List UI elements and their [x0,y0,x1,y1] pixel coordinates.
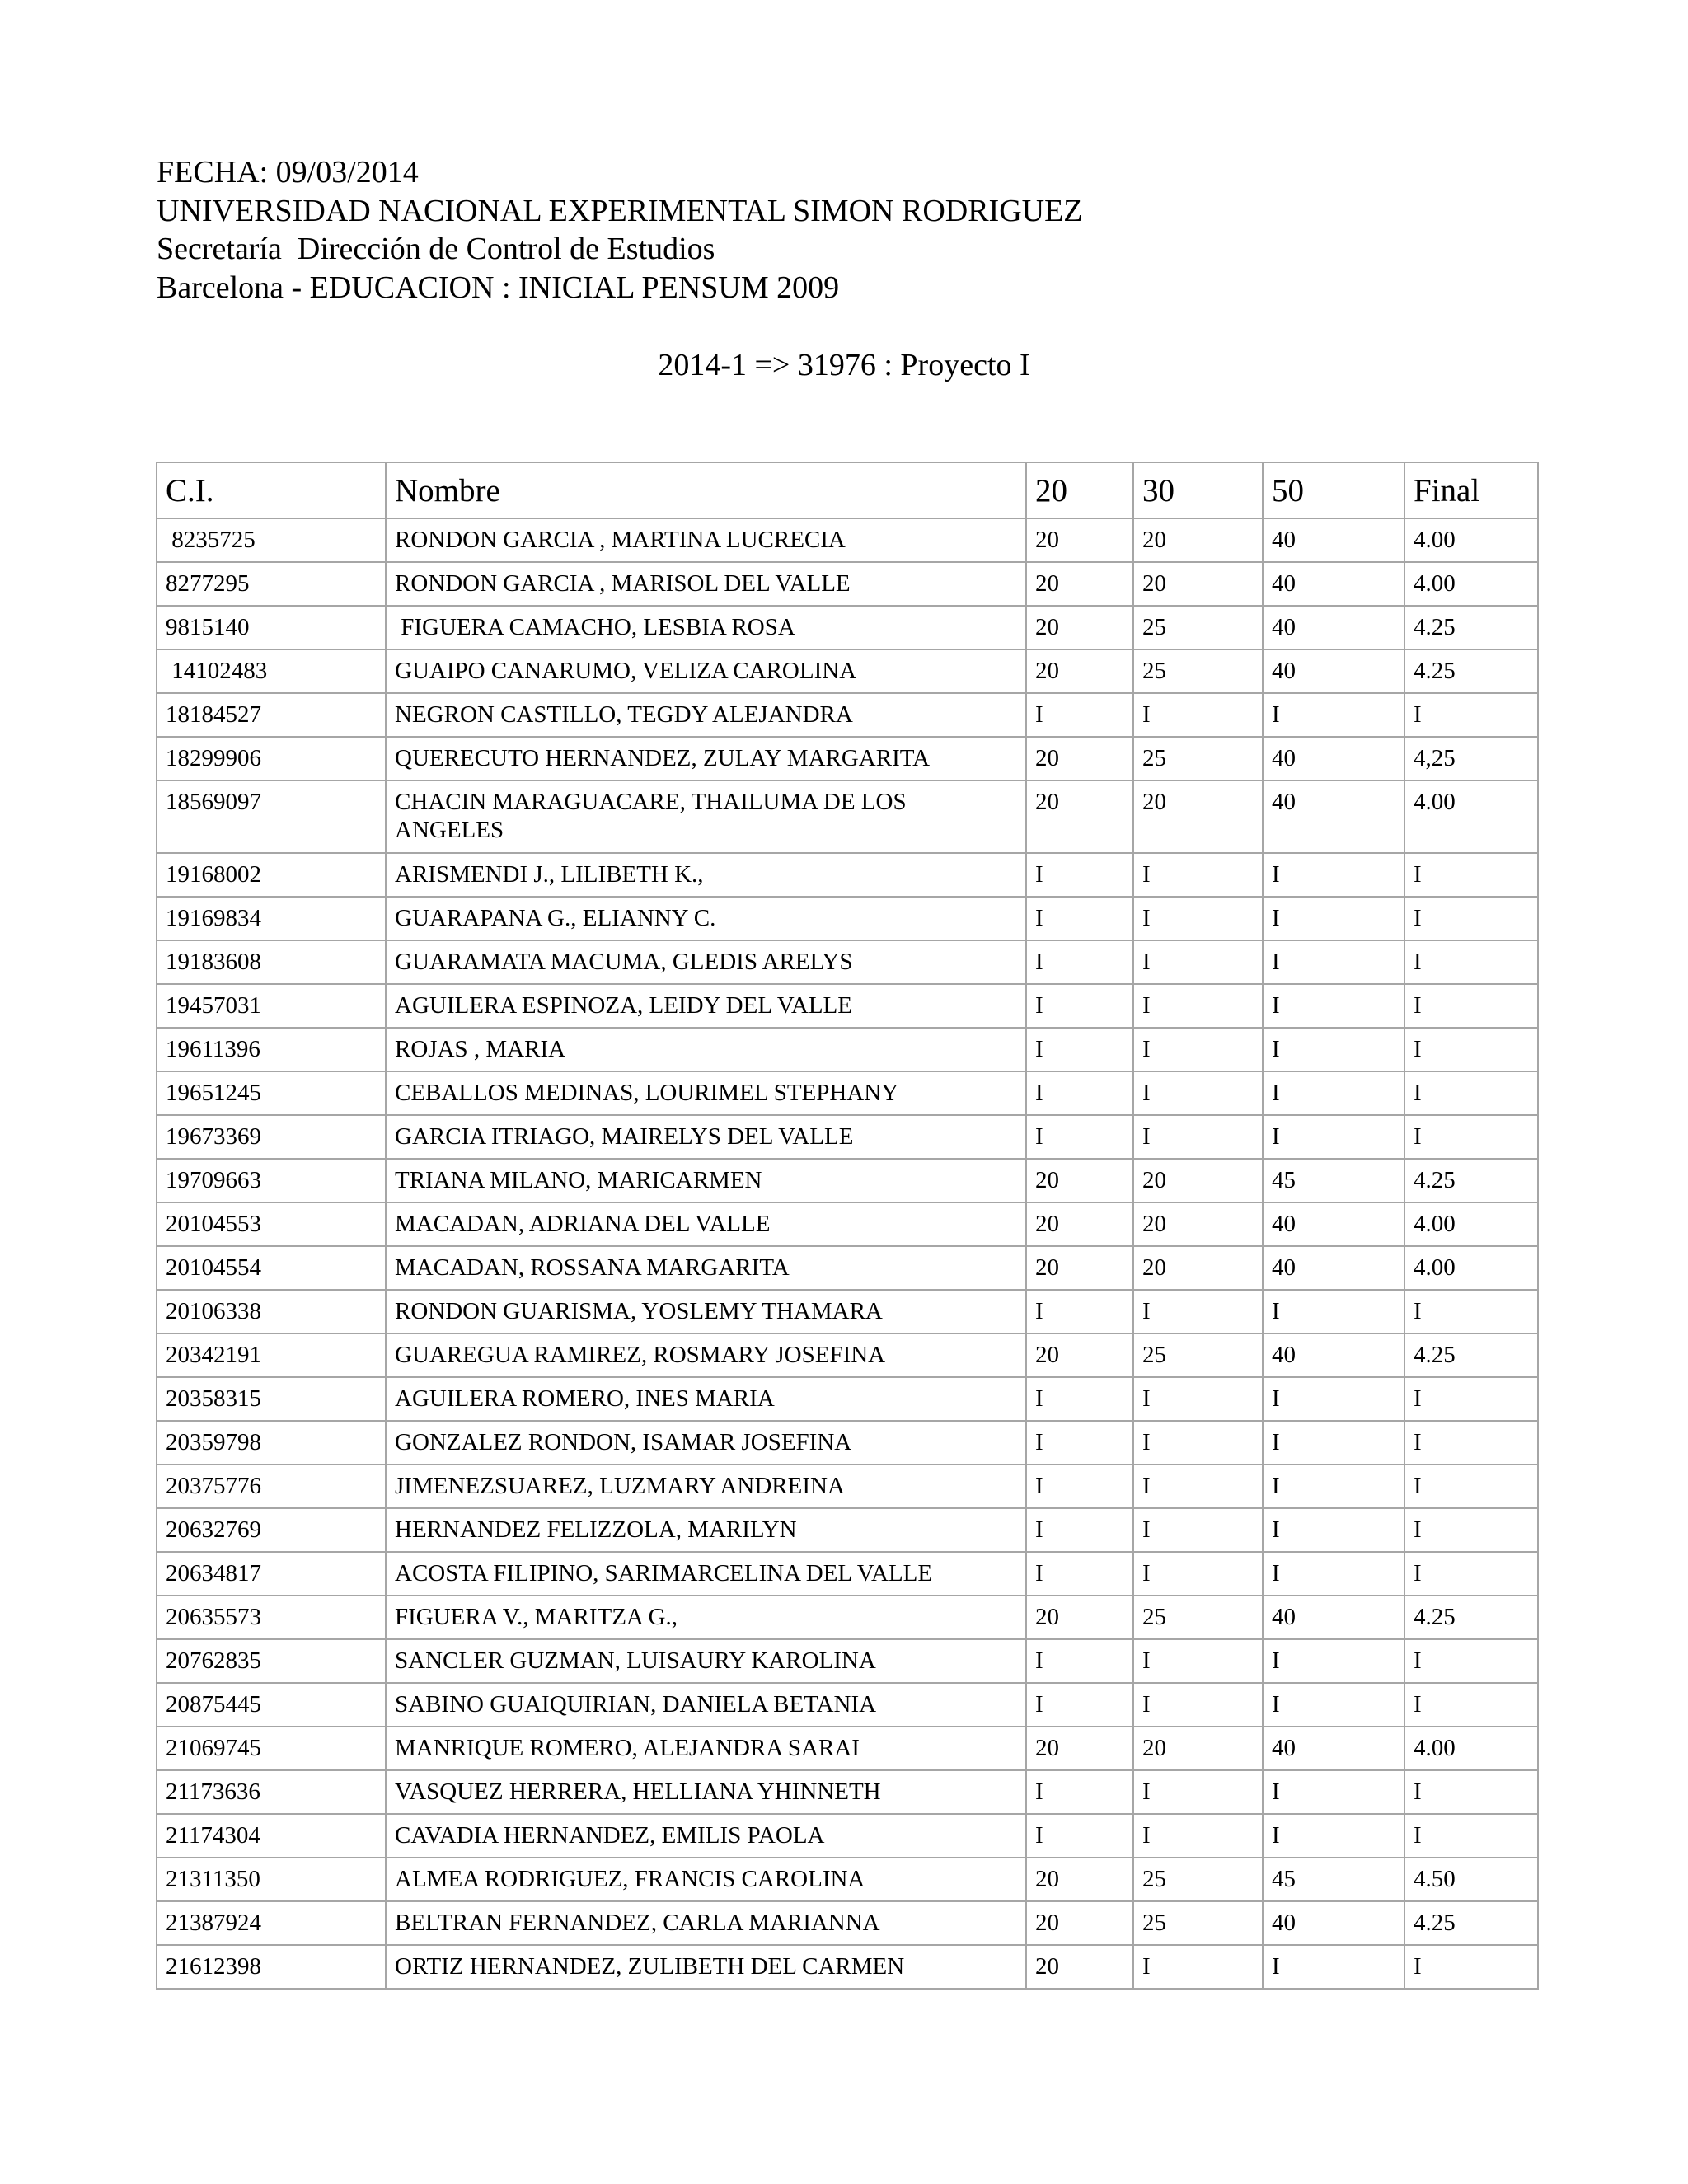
cell-grade-30: I [1133,1683,1263,1727]
cell-grade-30: I [1133,1290,1263,1333]
cell-ci: 21311350 [157,1858,386,1901]
cell-nombre: JIMENEZSUAREZ, LUZMARY ANDREINA [386,1465,1026,1508]
cell-final: I [1404,1770,1538,1814]
cell-grade-30: 25 [1133,649,1263,693]
cell-grade-50: I [1263,1683,1404,1727]
cell-grade-30: 20 [1133,1246,1263,1290]
table-row [157,1945,1538,1989]
cell-grade-30: I [1133,1814,1263,1858]
cell-grade-20: 20 [1026,606,1133,649]
cell-final: I [1404,1945,1538,1989]
cell-nombre: HERNANDEZ FELIZZOLA, MARILYN [386,1508,1026,1552]
table-row [157,1727,1538,1770]
cell-grade-30: I [1133,1028,1263,1071]
cell-final: I [1404,1290,1538,1333]
cell-final: I [1404,1552,1538,1596]
cell-grade-20: 20 [1026,1596,1133,1639]
cell-grade-30: 25 [1133,737,1263,780]
cell-grade-20: I [1026,1028,1133,1071]
cell-final: 4,25 [1404,737,1538,780]
cell-grade-20: I [1026,693,1133,737]
cell-grade-20: 20 [1026,1901,1133,1945]
cell-nombre: AGUILERA ROMERO, INES MARIA [386,1377,1026,1421]
cell-grade-50: I [1263,693,1404,737]
cell-grade-50: 40 [1263,1901,1404,1945]
cell-ci: 19169834 [157,897,386,940]
cell-grade-20: 20 [1026,1727,1133,1770]
cell-ci: 20104554 [157,1246,386,1290]
table-row [157,1639,1538,1683]
cell-nombre: ARISMENDI J., LILIBETH K., [386,853,1026,897]
cell-grade-20: 20 [1026,1945,1133,1989]
cell-nombre: FIGUERA CAMACHO, LESBIA ROSA [386,606,1026,649]
column-header-30: 30 [1133,462,1263,518]
cell-final: 4.25 [1404,1159,1538,1202]
cell-grade-50: I [1263,1421,1404,1465]
cell-grade-50: 40 [1263,737,1404,780]
cell-grade-50: 40 [1263,1333,1404,1377]
table-row [157,897,1538,940]
cell-ci: 21612398 [157,1945,386,1989]
cell-ci: 20762835 [157,1639,386,1683]
table-row [157,606,1538,649]
cell-nombre: CEBALLOS MEDINAS, LOURIMEL STEPHANY [386,1071,1026,1115]
cell-grade-50: 45 [1263,1858,1404,1901]
table-row [157,1858,1538,1901]
cell-nombre: FIGUERA V., MARITZA G., [386,1596,1026,1639]
cell-grade-30: I [1133,1552,1263,1596]
cell-ci: 21387924 [157,1901,386,1945]
cell-ci: 19709663 [157,1159,386,1202]
table-row [157,1552,1538,1596]
cell-grade-20: I [1026,940,1133,984]
cell-grade-20: I [1026,1814,1133,1858]
cell-grade-30: 20 [1133,780,1263,853]
cell-grade-30: 25 [1133,1596,1263,1639]
cell-nombre: AGUILERA ESPINOZA, LEIDY DEL VALLE [386,984,1026,1028]
cell-final: I [1404,693,1538,737]
cell-nombre: GARCIA ITRIAGO, MAIRELYS DEL VALLE [386,1115,1026,1159]
cell-final: 4.00 [1404,562,1538,606]
cell-grade-20: I [1026,1071,1133,1115]
cell-grade-50: I [1263,1814,1404,1858]
cell-nombre: SANCLER GUZMAN, LUISAURY KAROLINA [386,1639,1026,1683]
cell-grade-30: 25 [1133,606,1263,649]
university-name: UNIVERSIDAD NACIONAL EXPERIMENTAL SIMON RODRIGUEZ [157,193,1083,228]
cell-final: I [1404,897,1538,940]
cell-ci: 21069745 [157,1727,386,1770]
table-row [157,780,1538,853]
cell-grade-20: I [1026,1290,1133,1333]
cell-final: 4.00 [1404,780,1538,853]
cell-grade-20: I [1026,1770,1133,1814]
cell-ci: 14102483 [157,649,386,693]
cell-nombre: RONDON GUARISMA, YOSLEMY THAMARA [386,1290,1026,1333]
table-row [157,562,1538,606]
cell-final: I [1404,1421,1538,1465]
cell-ci: 19168002 [157,853,386,897]
cell-nombre: ALMEA RODRIGUEZ, FRANCIS CAROLINA [386,1858,1026,1901]
table-row [157,1202,1538,1246]
cell-grade-50: 40 [1263,649,1404,693]
cell-grade-50: I [1263,1552,1404,1596]
table-row [157,984,1538,1028]
table-header-row [157,462,1538,518]
cell-grade-30: I [1133,1639,1263,1683]
table-row [157,1159,1538,1202]
table-row [157,1377,1538,1421]
table-row [157,1115,1538,1159]
cell-nombre: VASQUEZ HERRERA, HELLIANA YHINNETH [386,1770,1026,1814]
column-header-final: Final [1404,462,1538,518]
cell-ci: 20106338 [157,1290,386,1333]
cell-grade-30: 20 [1133,1202,1263,1246]
cell-grade-30: 20 [1133,518,1263,562]
cell-final: 4.00 [1404,1202,1538,1246]
cell-grade-50: 40 [1263,562,1404,606]
cell-ci: 20632769 [157,1508,386,1552]
program-line: Barcelona - EDUCACION : INICIAL PENSUM 2009 [157,269,840,305]
column-header-20: 20 [1026,462,1133,518]
cell-grade-30: I [1133,1421,1263,1465]
table-row [157,693,1538,737]
cell-grade-20: 20 [1026,1246,1133,1290]
cell-grade-30: I [1133,940,1263,984]
cell-final: I [1404,984,1538,1028]
cell-ci: 19611396 [157,1028,386,1071]
cell-grade-50: I [1263,1071,1404,1115]
cell-nombre: MACADAN, ADRIANA DEL VALLE [386,1202,1026,1246]
cell-ci: 18184527 [157,693,386,737]
cell-final: 4.50 [1404,1858,1538,1901]
cell-grade-30: I [1133,984,1263,1028]
cell-nombre: QUERECUTO HERNANDEZ, ZULAY MARGARITA [386,737,1026,780]
cell-grade-50: I [1263,984,1404,1028]
cell-ci: 20375776 [157,1465,386,1508]
cell-grade-30: 25 [1133,1901,1263,1945]
cell-final: I [1404,940,1538,984]
table-row [157,1901,1538,1945]
cell-grade-50: I [1263,897,1404,940]
cell-ci: 20359798 [157,1421,386,1465]
column-header-50: 50 [1263,462,1404,518]
table-row [157,649,1538,693]
cell-grade-30: I [1133,1465,1263,1508]
cell-nombre: GUARAMATA MACUMA, GLEDIS ARELYS [386,940,1026,984]
cell-ci: 19457031 [157,984,386,1028]
cell-ci: 9815140 [157,606,386,649]
grades-table [156,462,1539,1990]
table-row [157,1071,1538,1115]
cell-ci: 20104553 [157,1202,386,1246]
table-row [157,518,1538,562]
cell-grade-30: I [1133,1377,1263,1421]
cell-grade-20: 20 [1026,518,1133,562]
cell-final: I [1404,853,1538,897]
cell-final: I [1404,1115,1538,1159]
cell-grade-50: I [1263,1945,1404,1989]
cell-grade-50: I [1263,1290,1404,1333]
table-row [157,1814,1538,1858]
cell-ci: 19673369 [157,1115,386,1159]
cell-final: I [1404,1508,1538,1552]
cell-ci: 20342191 [157,1333,386,1377]
cell-grade-30: I [1133,1115,1263,1159]
cell-grade-20: I [1026,1115,1133,1159]
cell-final: 4.25 [1404,606,1538,649]
column-header-nombre: Nombre [386,462,1026,518]
cell-grade-20: I [1026,897,1133,940]
cell-nombre: GUAIPO CANARUMO, VELIZA CAROLINA [386,649,1026,693]
cell-grade-20: 20 [1026,1333,1133,1377]
cell-grade-50: I [1263,1770,1404,1814]
cell-ci: 20875445 [157,1683,386,1727]
cell-grade-50: 40 [1263,518,1404,562]
cell-nombre: MANRIQUE ROMERO, ALEJANDRA SARAI [386,1727,1026,1770]
cell-grade-20: 20 [1026,649,1133,693]
table-row [157,1246,1538,1290]
cell-grade-50: I [1263,1115,1404,1159]
cell-nombre: CHACIN MARAGUACARE, THAILUMA DE LOS ANGELES [386,780,1026,853]
cell-grade-30: 20 [1133,1727,1263,1770]
cell-final: 4.25 [1404,1333,1538,1377]
cell-grade-50: I [1263,1465,1404,1508]
table-row [157,1596,1538,1639]
cell-grade-30: I [1133,1071,1263,1115]
cell-nombre: GUAREGUA RAMIREZ, ROSMARY JOSEFINA [386,1333,1026,1377]
cell-grade-30: I [1133,693,1263,737]
cell-grade-20: I [1026,1683,1133,1727]
cell-grade-50: 40 [1263,1596,1404,1639]
cell-grade-30: 20 [1133,1159,1263,1202]
cell-final: I [1404,1465,1538,1508]
cell-final: I [1404,1071,1538,1115]
table-row [157,940,1538,984]
cell-final: I [1404,1683,1538,1727]
cell-grade-50: 40 [1263,1727,1404,1770]
table-row [157,1333,1538,1377]
cell-grade-50: I [1263,1508,1404,1552]
cell-grade-20: I [1026,1639,1133,1683]
department-line: Secretaría Dirección de Control de Estudios [157,232,715,266]
cell-nombre: TRIANA MILANO, MARICARMEN [386,1159,1026,1202]
document-header [157,153,1083,307]
cell-grade-20: 20 [1026,780,1133,853]
cell-grade-50: I [1263,1028,1404,1071]
cell-final: 4.25 [1404,1596,1538,1639]
cell-nombre: BELTRAN FERNANDEZ, CARLA MARIANNA [386,1901,1026,1945]
table-row [157,1028,1538,1071]
cell-nombre: CAVADIA HERNANDEZ, EMILIS PAOLA [386,1814,1026,1858]
cell-final: 4.25 [1404,1901,1538,1945]
course-title: 2014-1 => 31976 : Proyecto I [658,348,1030,382]
cell-grade-30: I [1133,1945,1263,1989]
cell-grade-20: I [1026,1552,1133,1596]
cell-grade-50: I [1263,1639,1404,1683]
cell-grade-20: I [1026,1421,1133,1465]
table-row [157,853,1538,897]
cell-ci: 8277295 [157,562,386,606]
cell-final: 4.00 [1404,1727,1538,1770]
cell-grade-30: 25 [1133,1333,1263,1377]
column-header-ci: C.I. [157,462,386,518]
cell-ci: 20358315 [157,1377,386,1421]
cell-grade-30: I [1133,897,1263,940]
cell-nombre: RONDON GARCIA , MARISOL DEL VALLE [386,562,1026,606]
cell-final: I [1404,1814,1538,1858]
cell-grade-50: 40 [1263,1202,1404,1246]
cell-nombre: ORTIZ HERNANDEZ, ZULIBETH DEL CARMEN [386,1945,1026,1989]
cell-grade-50: 40 [1263,606,1404,649]
cell-final: 4.00 [1404,518,1538,562]
cell-ci: 18569097 [157,780,386,853]
cell-grade-30: 20 [1133,562,1263,606]
cell-final: I [1404,1639,1538,1683]
cell-nombre: GONZALEZ RONDON, ISAMAR JOSEFINA [386,1421,1026,1465]
cell-grade-20: 20 [1026,562,1133,606]
cell-ci: 19651245 [157,1071,386,1115]
cell-ci: 21173636 [157,1770,386,1814]
cell-grade-20: I [1026,1465,1133,1508]
cell-grade-30: I [1133,1770,1263,1814]
cell-final: I [1404,1377,1538,1421]
cell-grade-50: 45 [1263,1159,1404,1202]
cell-grade-30: 25 [1133,1858,1263,1901]
cell-final: 4.25 [1404,649,1538,693]
cell-grade-50: I [1263,940,1404,984]
table-row [157,1770,1538,1814]
table-row [157,1683,1538,1727]
table-row [157,1421,1538,1465]
table-row [157,737,1538,780]
cell-grade-20: 20 [1026,1202,1133,1246]
cell-nombre: SABINO GUAIQUIRIAN, DANIELA BETANIA [386,1683,1026,1727]
table-row [157,1508,1538,1552]
cell-final: I [1404,1028,1538,1071]
cell-grade-50: 40 [1263,1246,1404,1290]
cell-ci: 20634817 [157,1552,386,1596]
cell-grade-20: I [1026,853,1133,897]
cell-ci: 18299906 [157,737,386,780]
cell-grade-20: 20 [1026,1159,1133,1202]
table-row [157,1465,1538,1508]
cell-nombre: ACOSTA FILIPINO, SARIMARCELINA DEL VALLE [386,1552,1026,1596]
cell-ci: 8235725 [157,518,386,562]
cell-nombre: GUARAPANA G., ELIANNY C. [386,897,1026,940]
cell-nombre: RONDON GARCIA , MARTINA LUCRECIA [386,518,1026,562]
cell-ci: 20635573 [157,1596,386,1639]
cell-grade-50: 40 [1263,780,1404,853]
cell-ci: 19183608 [157,940,386,984]
cell-grade-20: 20 [1026,737,1133,780]
cell-grade-50: I [1263,853,1404,897]
cell-grade-30: I [1133,853,1263,897]
table-row [157,1290,1538,1333]
cell-grade-50: I [1263,1377,1404,1421]
cell-grade-20: I [1026,1377,1133,1421]
cell-ci: 21174304 [157,1814,386,1858]
cell-grade-30: I [1133,1508,1263,1552]
cell-nombre: NEGRON CASTILLO, TEGDY ALEJANDRA [386,693,1026,737]
date-line: FECHA: 09/03/2014 [157,155,419,190]
cell-grade-20: I [1026,984,1133,1028]
cell-nombre: MACADAN, ROSSANA MARGARITA [386,1246,1026,1290]
cell-grade-20: I [1026,1508,1133,1552]
cell-final: 4.00 [1404,1246,1538,1290]
cell-grade-20: 20 [1026,1858,1133,1901]
cell-nombre: ROJAS , MARIA [386,1028,1026,1071]
